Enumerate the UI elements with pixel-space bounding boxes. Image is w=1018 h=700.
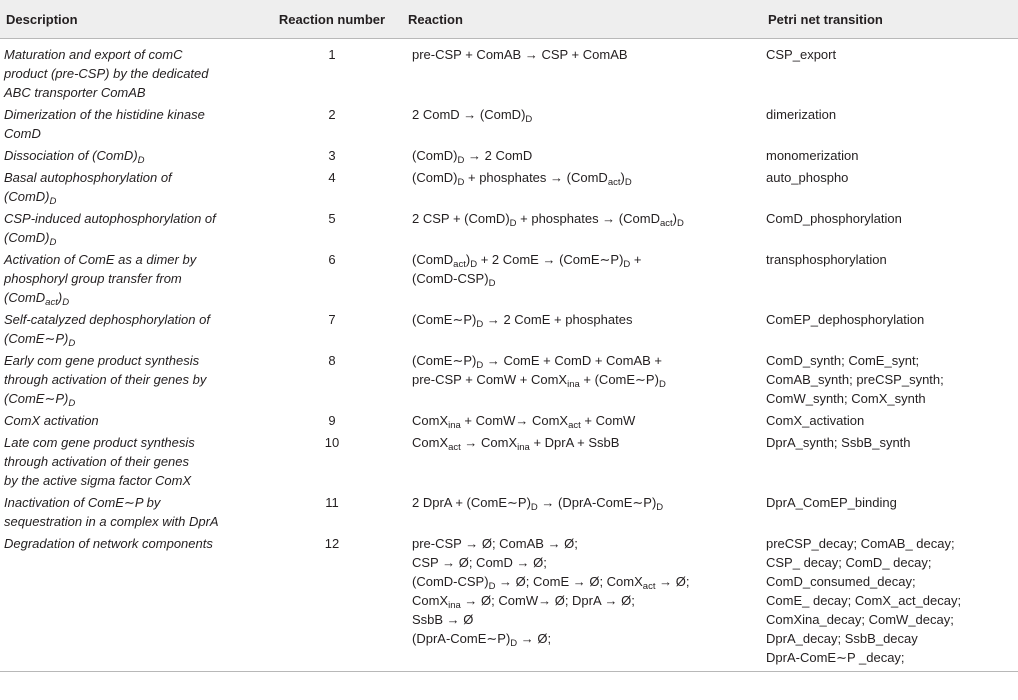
reaction-number-cell: 4 xyxy=(328,170,336,185)
reaction-line: 2 CSP + $(ComD)_D$ + phosphates → $(ComD_{act})_D$ xyxy=(412,211,684,229)
reaction-line: $(ComD-CSP)_D$ xyxy=(412,271,496,289)
reaction-line: $(ComD)_D$ + phosphates → $(ComD_{act})_D$ xyxy=(412,170,632,188)
description-cell xyxy=(0,206,262,247)
reaction-line: $(ComE\sim P)_D \to 2$ ComE + phosphates xyxy=(412,312,633,330)
reaction-number-cell: 6 xyxy=(328,252,336,267)
description-line: Degradation of network components xyxy=(4,536,213,551)
description-cell xyxy=(0,143,262,165)
description-cell xyxy=(0,39,262,103)
description-line: ComX activation xyxy=(4,413,99,428)
description-line: Dimerization of the histidine kinase xyxy=(4,107,205,122)
petri-net-transition-cell xyxy=(762,102,1018,143)
petri-net-transition-cell xyxy=(762,143,1018,165)
reaction-cell xyxy=(402,247,762,307)
table-row xyxy=(0,307,1018,348)
reaction-cell xyxy=(402,490,762,531)
description-line: $(ComE\sim P)_D$ xyxy=(4,331,76,349)
reaction-number-cell: 9 xyxy=(328,413,336,428)
col-header-reaction-number: Reaction number xyxy=(262,0,402,39)
petri-net-transition-cell xyxy=(762,531,1018,672)
reaction-line: SsbB → Ø xyxy=(412,612,474,627)
reaction-number-cell: 1 xyxy=(328,47,336,62)
reaction-line: 2 ComD → $(ComD)_D$ xyxy=(412,107,533,125)
description-line: Basal autophosphorylation of xyxy=(4,170,172,185)
col-header-petri-net-transition: Petri net transition xyxy=(762,0,1018,39)
reaction-number-cell: 2 xyxy=(328,107,336,122)
transition-line: monomerization xyxy=(766,148,859,163)
description-line: product (pre-CSP) by the dedicated xyxy=(4,66,209,81)
transition-line: ComD_consumed_decay; xyxy=(766,574,916,589)
description-cell xyxy=(0,408,262,430)
reaction-number-cell: 10 xyxy=(324,435,340,450)
transition-line: ComD_phosphorylation xyxy=(766,211,902,226)
transition-line: DprA_ComEP_binding xyxy=(766,495,897,510)
description-line: $(ComD_{act})_D$ xyxy=(4,290,70,308)
reaction-line: pre-CSP → Ø; ComAB → Ø; xyxy=(412,536,578,551)
reaction-cell xyxy=(402,348,762,408)
table-row xyxy=(0,206,1018,247)
transition-line: ComXina_decay; ComW_decay; xyxy=(766,612,954,627)
reaction-line: ComX$_{act}$ → ComX$_{ina}$ + DprA + SsbB xyxy=(412,435,620,453)
transition-line: transphosphorylation xyxy=(766,252,887,267)
description-line: Self-catalyzed dephosphorylation of xyxy=(4,312,210,327)
table-row xyxy=(0,531,1018,672)
description-line: CSP-induced autophosphorylation of xyxy=(4,211,216,226)
transition-line: DprA_synth; SsbB_synth xyxy=(766,435,911,450)
description-line: ABC transporter ComAB xyxy=(4,85,146,100)
reaction-number-cell: 3 xyxy=(328,148,336,163)
description-line: through activation of their genes xyxy=(4,454,190,469)
description-cell xyxy=(0,102,262,143)
table-row xyxy=(0,408,1018,430)
description-line: Inactivation of ComE∼P by xyxy=(4,495,161,510)
transition-line: CSP_export xyxy=(766,47,837,62)
transition-line: ComW_synth; ComX_synth xyxy=(766,391,926,406)
reaction-cell xyxy=(402,531,762,672)
description-cell xyxy=(0,165,262,206)
reaction-line: CSP → Ø; ComD → Ø; xyxy=(412,555,547,570)
transition-line: ComX_activation xyxy=(766,413,865,428)
petri-net-transition-cell xyxy=(762,206,1018,247)
description-line: $(ComD)_D$ xyxy=(4,189,57,207)
petri-net-transition-cell xyxy=(762,348,1018,408)
table-row xyxy=(0,247,1018,307)
petri-net-transition-cell xyxy=(762,165,1018,206)
table-row xyxy=(0,102,1018,143)
reaction-cell xyxy=(402,430,762,490)
reaction-line: $(ComD_{act})_D + 2$ ComE → $(ComE\sim P)_D$ + xyxy=(412,252,642,270)
reaction-line: $(ComE\sim P)_D$ → ComE + ComD + ComAB + xyxy=(412,353,663,371)
description-line: Activation of ComE as a dimer by xyxy=(4,252,197,267)
description-cell xyxy=(0,430,262,490)
table-row xyxy=(0,430,1018,490)
reaction-cell xyxy=(402,143,762,165)
reaction-number-cell: 12 xyxy=(262,531,402,672)
description-line: $(ComE\sim P)_D$ xyxy=(4,391,76,409)
petri-net-transition-cell xyxy=(762,307,1018,348)
reaction-line: ComX$_{ina}$ + ComW→ ComX$_{act}$ + ComW xyxy=(412,413,636,431)
reaction-cell xyxy=(402,206,762,247)
description-cell xyxy=(0,348,262,408)
description-line: Early com gene product synthesis xyxy=(4,353,200,368)
table-row xyxy=(0,348,1018,408)
description-cell xyxy=(0,490,262,531)
description-line: Late com gene product synthesis xyxy=(4,435,195,450)
petri-net-transition-cell xyxy=(762,39,1018,103)
reaction-cell xyxy=(402,408,762,430)
description-line: Dissociation of $(ComD)_D$ xyxy=(4,148,145,166)
transition-line: CSP_ decay; ComD_ decay; xyxy=(766,555,932,570)
petri-net-transition-cell xyxy=(762,490,1018,531)
reaction-number-cell: 5 xyxy=(328,211,336,226)
reaction-line: $(DprA-ComE\sim P)_D$ → Ø; xyxy=(412,631,552,649)
description-line: $(ComD)_D$ xyxy=(4,230,57,248)
transition-line: DprA-ComE∼P _decay; xyxy=(766,650,905,665)
description-line: through activation of their genes by xyxy=(4,372,207,387)
petri-net-transition-cell xyxy=(762,430,1018,490)
reaction-number-cell: 11 xyxy=(325,495,339,510)
reaction-cell xyxy=(402,307,762,348)
transition-line: ComAB_synth; preCSP_synth; xyxy=(766,372,944,387)
description-line: by the active sigma factor ComX xyxy=(4,473,192,488)
petri-net-transition-cell xyxy=(762,408,1018,430)
transition-line: DprA_decay; SsbB_decay xyxy=(766,631,918,646)
transition-line: preCSP_decay; ComAB_ decay; xyxy=(766,536,955,551)
reaction-line: 2 DprA + $(ComE\sim P)_D$ → $(DprA-ComE\sim P)_D$ xyxy=(412,495,664,513)
description-line: ComD xyxy=(4,126,41,141)
reaction-line: ComX$_{ina}$ → Ø; ComW→ Ø; DprA → Ø; xyxy=(412,593,635,611)
description-line: phosphoryl group transfer from xyxy=(4,271,182,286)
petri-net-transition-cell xyxy=(762,247,1018,307)
reaction-line: pre-CSP + ComAB → CSP + ComAB xyxy=(412,47,628,62)
description-cell xyxy=(0,247,262,307)
description-line: sequestration in a complex with DprA xyxy=(4,514,219,529)
col-header-description: Description xyxy=(0,0,262,39)
table-row xyxy=(0,143,1018,165)
table-row xyxy=(0,165,1018,206)
transition-line: dimerization xyxy=(766,107,837,122)
reaction-number-cell: 8 xyxy=(328,353,336,368)
description-line: Maturation and export of comC xyxy=(4,47,183,62)
table-row xyxy=(0,490,1018,531)
table-row xyxy=(0,39,1018,103)
col-header-reaction: Reaction xyxy=(402,0,762,39)
description-cell xyxy=(0,531,262,672)
reaction-number-cell: 7 xyxy=(328,312,336,327)
reaction-line: $(ComD-CSP)_D$ → Ø; ComE → Ø; ComX$_{act}$ → Ø; xyxy=(412,574,690,592)
reaction-cell xyxy=(402,165,762,206)
description-cell xyxy=(0,307,262,348)
transition-line: auto_phospho xyxy=(766,170,849,185)
reaction-cell xyxy=(402,39,762,103)
transition-line: ComD_synth; ComE_synt; xyxy=(766,353,920,368)
reaction-line: $(ComD)_D \to 2$ ComD xyxy=(412,148,533,166)
transition-line: ComE_ decay; ComX_act_decay; xyxy=(766,593,962,608)
table-header-row xyxy=(0,0,1018,39)
transition-line: ComEP_dephosphorylation xyxy=(766,312,925,327)
reaction-line: pre-CSP + ComW + ComX$_{ina}$ + $(ComE\sim P)_D$ xyxy=(412,372,666,390)
reaction-cell xyxy=(402,102,762,143)
